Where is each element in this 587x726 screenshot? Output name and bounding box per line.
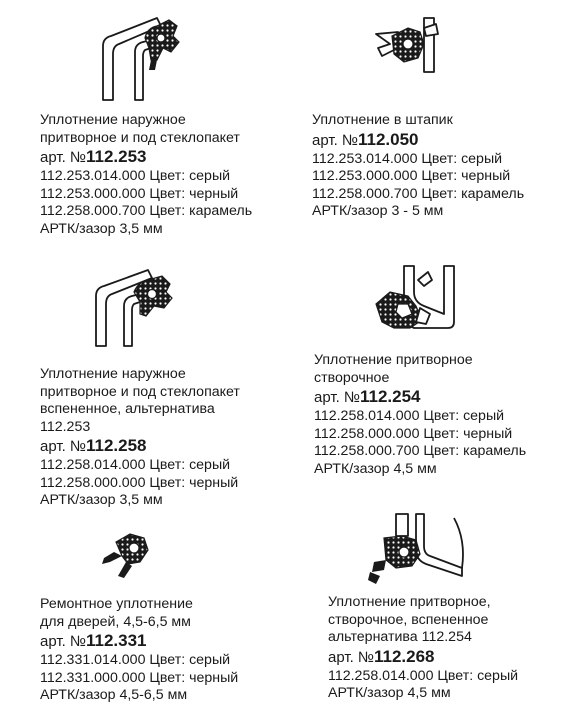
- profile-112331-drawing: [100, 532, 160, 582]
- variant-line: 112.258.014.000 Цвет: серый: [314, 408, 505, 424]
- product-title: вспененное, альтернатива: [40, 401, 215, 417]
- product-title: для дверей, 4,5-6,5 мм: [40, 613, 191, 630]
- variant-line: 112.258.000.700 Цвет: карамель: [314, 443, 527, 459]
- article-number: арт. №112.331: [40, 631, 147, 650]
- variant-line: 112.258.014.000 Цвет: серый: [328, 667, 519, 684]
- product-title: 112.253: [40, 418, 91, 435]
- variant-line: 112.253.014.000 Цвет: серый: [40, 168, 231, 184]
- variant-line: 112.258.000.700 Цвет: карамель: [40, 203, 253, 219]
- variant-line: 112.258.014.000 Цвет: серый: [40, 457, 231, 473]
- gap-line: АРТК/зазор 3,5 мм: [40, 492, 163, 508]
- product-title: Уплотнение наружное: [40, 112, 186, 128]
- product-112331: [40, 596, 238, 705]
- profile-112254-drawing: [368, 262, 468, 338]
- profile-112253-drawing: [95, 8, 195, 108]
- variant-line: 112.331.000.000 Цвет: черный: [40, 669, 239, 686]
- article-number: арт. №112.253: [40, 147, 147, 166]
- variant-line: 112.258.000.000 Цвет: черный: [314, 425, 513, 442]
- gap-line: АРТК/зазор 4,5 мм: [328, 685, 451, 701]
- gap-line: АРТК/зазор 4,5-6,5 мм: [40, 687, 188, 703]
- variant-line: 112.331.014.000 Цвет: серый: [40, 652, 231, 668]
- article-number: арт. №112.050: [312, 129, 419, 149]
- product-title: притворное и под стеклопакет: [40, 383, 240, 400]
- variant-line: 112.258.000.000 Цвет: черный: [40, 474, 239, 491]
- product-title: Ремонтное уплотнение: [40, 596, 193, 612]
- gap-line: АРТК/зазор 4,5 мм: [314, 460, 437, 477]
- gap-line: АРТК/зазор 3,5 мм: [40, 220, 163, 237]
- variant-line: 112.253.000.000 Цвет: черный: [312, 168, 511, 184]
- variant-line: 112.253.000.000 Цвет: черный: [40, 185, 239, 202]
- product-title: створочное: [314, 369, 390, 386]
- product-title: Уплотнение наружное: [40, 366, 186, 382]
- product-112254: [314, 352, 526, 478]
- article-number: арт. №112.254: [314, 387, 421, 406]
- product-title: створочное, вспененное: [328, 611, 489, 628]
- product-112050: [312, 112, 524, 221]
- product-title: Уплотнение притворное,: [328, 594, 491, 610]
- article-number: арт. №112.268: [328, 646, 435, 666]
- variant-line: 112.253.014.000 Цвет: серый: [312, 150, 503, 167]
- profile-112258-drawing: [88, 266, 188, 350]
- product-title: притворное и под стеклопакет: [40, 129, 240, 146]
- product-title: Уплотнение в штапик: [312, 112, 453, 128]
- article-number: арт. №112.258: [40, 436, 147, 455]
- product-title: альтернатива 112.254: [328, 629, 472, 645]
- product-112268: [328, 594, 518, 703]
- profile-112050-drawing: [368, 14, 448, 74]
- variant-line: 112.258.000.700 Цвет: карамель: [312, 185, 525, 202]
- product-112258: [40, 366, 240, 510]
- product-title: Уплотнение притворное: [314, 352, 473, 368]
- product-112253: [40, 112, 252, 238]
- gap-line: АРТК/зазор 3 - 5 мм: [312, 203, 444, 219]
- profile-112268-drawing: [366, 510, 476, 586]
